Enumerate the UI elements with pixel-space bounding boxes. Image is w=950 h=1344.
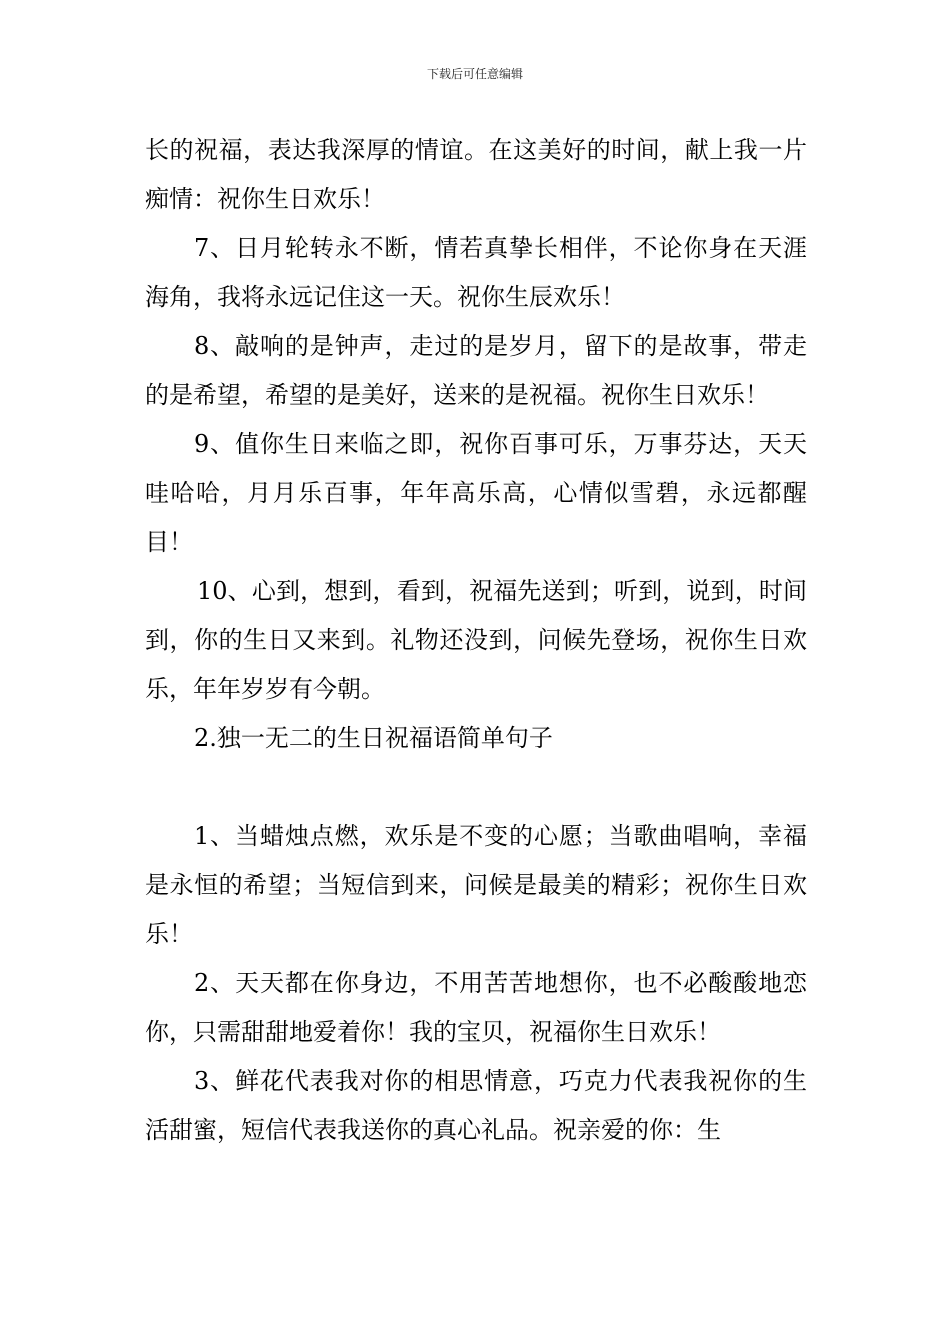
paragraph-continued: 长的祝福，表达我深厚的情谊。在这美好的时间，献上我一片痴情：祝你生日欢乐！: [145, 136, 807, 213]
document-body: [145, 126, 807, 1155]
section-heading: 2.独一无二的生日祝福语简单句子: [194, 724, 553, 752]
paragraph-item-8: 8、敲响的是钟声，走过的是岁月，留下的是故事，带走的是希望，希望的是美好，送来的是祝福。祝你生日欢乐！: [145, 332, 807, 409]
paragraph-item-7: 7、日月轮转永不断，情若真挚长相伴，不论你身在天涯海角，我将永远记住这一天。祝你生辰欢乐！: [145, 234, 807, 311]
paragraph-item-10: 10、心到，想到，看到，祝福先送到；听到，说到，时间到，你的生日又来到。礼物还没到，问候先登场，祝你生日欢乐，年年岁岁有今朝。: [145, 577, 807, 703]
blank-line: [145, 763, 807, 812]
paragraph-item-2: 2、天天都在你身边，不用苦苦地想你，也不必酸酸地恋你，只需甜甜地爱着你！我的宝贝，祝福你生日欢乐！: [145, 969, 807, 1046]
paragraph-item-1: 1、当蜡烛点燃，欢乐是不变的心愿；当歌曲唱响，幸福是永恒的希望；当短信到来，问候是最美的精彩；祝你生日欢乐！: [145, 822, 807, 948]
page-header: 下载后可任意编辑: [426, 67, 523, 81]
paragraph-item-3: 3、鲜花代表我对你的相思情意，巧克力代表我祝你的生活甜蜜，短信代表我送你的真心礼品。祝亲爱的你：生: [145, 1067, 807, 1144]
paragraph-item-9: 9、值你生日来临之即，祝你百事可乐，万事芬达，天天哇哈哈，月月乐百事，年年高乐高，心情似雪碧，永远都醒目！: [145, 430, 807, 556]
